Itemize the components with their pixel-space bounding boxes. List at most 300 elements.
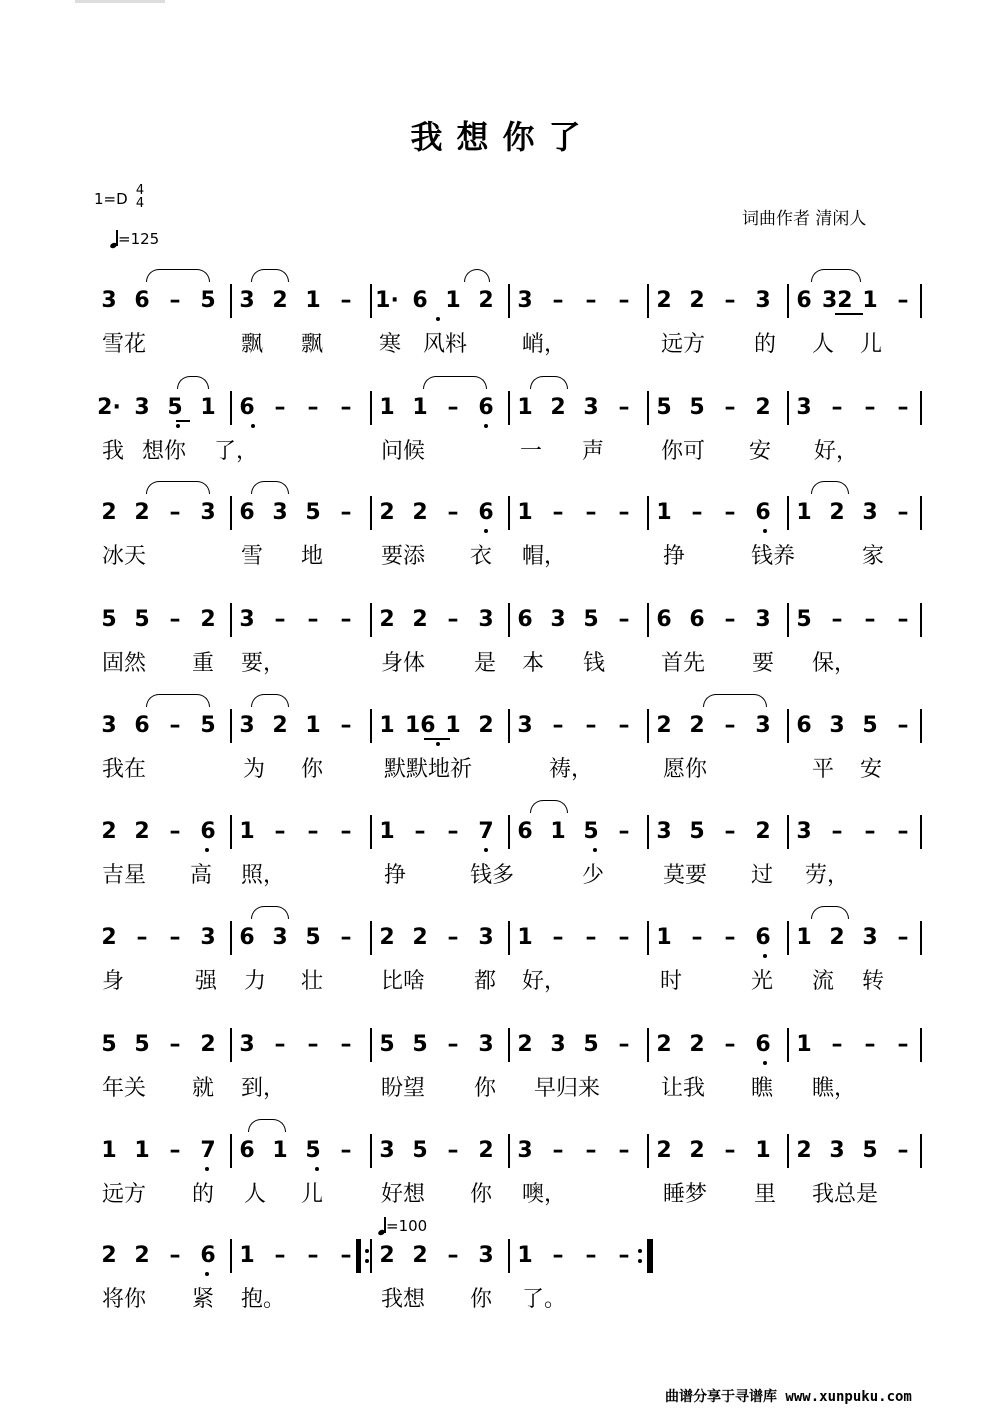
lyric-word: 盼望 [381,1076,426,1101]
lyric-word: 峭， [522,332,567,357]
slur-mark [530,376,568,389]
lyric-word: 飘 [241,332,264,357]
barline [920,815,922,849]
note: 1 [796,925,812,950]
barline [230,391,232,425]
note: 2 [379,500,395,525]
note: – [618,1032,630,1057]
lyric-word: 人 [244,1182,267,1207]
barline [787,921,789,955]
lyric-word: 让我 [661,1076,706,1101]
note: – [340,607,352,632]
note: – [552,713,564,738]
note: 5 [412,1138,428,1163]
low-octave-dot [436,317,440,321]
barline [787,1028,789,1062]
notation-line [0,923,1005,953]
repeat-end-barline [648,1239,653,1273]
note: 1 [656,500,672,525]
barline [508,1134,510,1168]
note: 5 [305,925,321,950]
note: – [274,819,286,844]
note: – [307,1032,319,1057]
lyric-word: 紧 [192,1287,215,1312]
note: – [618,1138,630,1163]
note: 6 [796,713,812,738]
note: 6 [134,288,150,313]
lyric-word: 钱 [583,651,606,676]
note: – [897,1138,909,1163]
author-credit: 词曲作者 清闲人 [742,209,867,229]
slur-mark [248,1119,286,1132]
barline [647,391,649,425]
note: 2 [272,713,288,738]
footer-watermark: 曲谱分享于寻谱库 www.xunpuku.com [665,1389,912,1405]
note: 3 [200,925,216,950]
note: 6 [134,713,150,738]
note: – [618,607,630,632]
lyric-word: 冰天 [102,544,147,569]
lyric-word: 吉星 [102,863,147,888]
note: – [897,925,909,950]
tempo-marking [110,230,159,248]
notation-line [0,498,1005,528]
note: – [169,607,181,632]
lyric-word: 到， [241,1076,286,1101]
lyric-word: 的 [192,1182,215,1207]
slur-mark [146,269,210,282]
note: 3 [478,1032,494,1057]
note: 2 [101,819,117,844]
lyric-word: 挣 [384,863,407,888]
note: 7 [200,1138,216,1163]
low-octave-dot [763,1061,767,1065]
note: 5 [101,607,117,632]
note: 5 [583,1032,599,1057]
barline [647,709,649,743]
note: 6 [239,395,255,420]
note: – [864,607,876,632]
note: 1 [796,500,812,525]
barline [230,496,232,530]
note: – [864,819,876,844]
note: – [724,1138,736,1163]
note: – [618,288,630,313]
note: 3 [239,288,255,313]
note: 6 [239,925,255,950]
note: 6 [755,500,771,525]
barline [647,284,649,318]
barline [370,1239,372,1273]
note: 6 [517,819,533,844]
barline [920,496,922,530]
note: – [618,500,630,525]
lyric-word: 默默地祈 [384,757,473,782]
note: – [618,925,630,950]
note: 3 [517,1138,533,1163]
barline [920,1028,922,1062]
note: 3 [517,713,533,738]
lyric-word: 都 [474,969,497,994]
lyric-word: 你 [470,1287,493,1312]
song-title: 我想你了 [410,118,595,156]
lyric-word: 安 [749,439,772,464]
barline [920,603,922,637]
lyric-word: 睡梦 [663,1182,708,1207]
note: 1· [375,288,399,313]
note: 6 [200,819,216,844]
notation-line [0,711,1005,741]
eighth-underline [424,738,450,740]
note: 1 [445,713,461,738]
low-octave-dot [484,529,488,533]
note: 5 [379,1032,395,1057]
note: 1 [305,288,321,313]
slur-mark [251,906,289,919]
note: – [552,925,564,950]
note: 7 [478,819,494,844]
lyric-word: 保， [812,651,857,676]
barline [230,709,232,743]
note: – [340,1032,352,1057]
note: – [340,819,352,844]
barline [647,1134,649,1168]
lyric-word: 平 [812,757,835,782]
note: 6 [689,607,705,632]
note: 2 [517,1032,533,1057]
note: – [447,819,459,844]
lyric-word: 雪 [241,544,264,569]
note: – [447,1243,459,1268]
lyric-word: 钱养 [751,544,796,569]
time-signature [134,184,146,210]
note: – [585,925,597,950]
note: – [724,925,736,950]
note: 2 [689,1032,705,1057]
note: 2 [478,713,494,738]
note: 2 [200,1032,216,1057]
lyric-word: 少 [582,863,605,888]
lyric-word: 强 [195,969,218,994]
note: – [724,1032,736,1057]
barline [787,391,789,425]
note: 5 [305,500,321,525]
note: 1 [272,1138,288,1163]
note: – [864,395,876,420]
note: – [724,395,736,420]
lyric-word: 我总是 [812,1182,879,1207]
barline [647,603,649,637]
barline [230,1134,232,1168]
note: 2 [689,713,705,738]
lyric-word: 人 [812,332,835,357]
note: 2 [101,1243,117,1268]
note: 2 [412,925,428,950]
lyric-word: 我在 [102,757,147,782]
lyric-word: 身 [102,969,125,994]
note: 5 [200,288,216,313]
barline [508,1239,510,1273]
lyric-word: 本 [522,651,545,676]
lyric-line [0,861,1005,891]
note: – [447,1138,459,1163]
note: 3 [478,925,494,950]
note: 3 [796,819,812,844]
note: – [585,1243,597,1268]
note: – [897,395,909,420]
lyric-word: 劳， [805,863,850,888]
note: 3 [583,395,599,420]
note: 5 [689,395,705,420]
lyric-word: 年关 [102,1076,147,1101]
note: 32 [822,288,853,313]
note: 2 [656,713,672,738]
barline [508,603,510,637]
lyric-word: 声 [582,439,605,464]
note: – [447,607,459,632]
lyric-word: 我 [102,439,125,464]
note: 2 [796,1138,812,1163]
barline [787,284,789,318]
slur-mark [251,269,289,282]
note: 6 [755,925,771,950]
note: 3 [101,288,117,313]
barline [647,496,649,530]
lyric-word: 身体 [381,651,426,676]
note: 2 [379,1243,395,1268]
note: 5 [656,395,672,420]
note: 3 [200,500,216,525]
note: 3 [101,713,117,738]
note: 3 [239,607,255,632]
lyric-word: 我想 [381,1287,426,1312]
barline [370,815,372,849]
note: 1 [379,819,395,844]
barline [787,603,789,637]
lyric-word: 莫要 [663,863,708,888]
note: – [307,819,319,844]
note: 5 [583,819,599,844]
barline [508,815,510,849]
notation-line [0,286,1005,316]
slur-mark [530,800,568,813]
note: 5 [134,607,150,632]
key-signature [94,183,145,211]
barline [920,921,922,955]
barline [370,603,372,637]
lyric-word: 愿你 [663,757,708,782]
lyric-word: 过 [751,863,774,888]
note: 5 [101,1032,117,1057]
tempo-label: =125 [118,230,160,248]
note: 3 [796,395,812,420]
note: 2 [656,1032,672,1057]
repeat-dots [365,1244,369,1268]
note: – [724,607,736,632]
note: 3 [755,607,771,632]
barline [647,1028,649,1062]
note: 2 [478,288,494,313]
note: – [897,500,909,525]
note: – [169,1032,181,1057]
note: – [724,713,736,738]
note: 6 [412,288,428,313]
note: – [447,925,459,950]
note: 6 [239,500,255,525]
slur-mark [251,481,289,494]
quarter-note-icon [110,230,118,248]
lyric-word: 里 [754,1182,777,1207]
note: 2 [550,395,566,420]
note: 5 [167,395,183,420]
lyric-word: 飘 [301,332,324,357]
lyric-word: 早归来 [534,1076,601,1101]
barline [920,709,922,743]
note: – [447,395,459,420]
eighth-underline [176,420,190,422]
note: 1 [656,925,672,950]
slur-mark [177,376,209,389]
lyric-word: 儿 [860,332,883,357]
note: – [340,288,352,313]
slur-mark [811,906,849,919]
note: – [724,819,736,844]
note: 1 [517,925,533,950]
note: – [618,819,630,844]
lyric-word: 想你 [142,439,187,464]
tempo-change-label: =100 [386,1217,428,1235]
lyric-line [0,1285,1005,1315]
slur-mark [423,376,487,389]
barline [787,709,789,743]
barline [508,391,510,425]
note: 2· [97,395,121,420]
slur-mark [811,269,861,282]
lyric-word: 寒 [379,332,402,357]
note: 2 [656,1138,672,1163]
barline [647,921,649,955]
note: – [136,925,148,950]
lyric-word: 要添 [381,544,426,569]
note: 3 [239,713,255,738]
notation-line [0,1136,1005,1166]
note: 6 [796,288,812,313]
note: – [552,1138,564,1163]
lyric-word: 了， [214,439,259,464]
notation-line [0,817,1005,847]
note: 2 [412,1243,428,1268]
note: 6 [517,607,533,632]
lyric-line [0,1180,1005,1210]
note: – [169,925,181,950]
lyric-line [0,542,1005,572]
barline [370,496,372,530]
note: 2 [101,500,117,525]
barline [508,284,510,318]
barline [230,284,232,318]
note: – [552,500,564,525]
barline [508,921,510,955]
note: – [831,1032,843,1057]
slur-mark [251,694,289,707]
note: 3 [755,288,771,313]
note: 1 [517,1243,533,1268]
note: 1 [445,288,461,313]
note: – [897,713,909,738]
lyric-word: 照， [241,863,286,888]
barline [230,603,232,637]
note: 5 [412,1032,428,1057]
lyric-word: 好想 [381,1182,426,1207]
note: 16 [405,713,436,738]
note: 3 [379,1138,395,1163]
lyric-word: 是 [474,651,497,676]
lyric-word: 地 [301,544,324,569]
lyric-line [0,649,1005,679]
barline [370,1134,372,1168]
note: – [274,395,286,420]
lyric-word: 问候 [381,439,426,464]
note: 2 [134,819,150,844]
note: 2 [272,288,288,313]
lyric-word: 远方 [661,332,706,357]
lyric-line [0,330,1005,360]
note: – [831,395,843,420]
note: 2 [134,500,150,525]
note: – [618,713,630,738]
lyric-word: 固然 [102,651,147,676]
note: 2 [689,1138,705,1163]
note: 1 [379,713,395,738]
barline [920,1134,922,1168]
note: – [340,1138,352,1163]
lyric-line [0,437,1005,467]
lyric-word: 了。 [522,1287,567,1312]
note: 2 [829,925,845,950]
lyric-word: 抱。 [241,1287,286,1312]
lyric-word: 雪花 [102,332,147,357]
low-octave-dot [205,1272,209,1276]
slur-mark [464,269,490,282]
repeat-dots [638,1244,642,1268]
barline [230,1028,232,1062]
note: – [724,288,736,313]
barline [370,391,372,425]
note: 3 [862,500,878,525]
lyric-word: 首先 [661,651,706,676]
note: – [831,819,843,844]
note: – [169,288,181,313]
note: – [169,713,181,738]
lyric-word: 高 [190,863,213,888]
time-top: 4 [135,183,145,198]
note: – [724,500,736,525]
note: 3 [478,1243,494,1268]
note: – [307,1243,319,1268]
barline [370,1028,372,1062]
low-octave-dot [763,529,767,533]
note: – [340,925,352,950]
note: 2 [412,607,428,632]
note: – [307,395,319,420]
lyric-word: 你 [474,1076,497,1101]
eighth-underline [835,313,863,315]
note: 1 [239,819,255,844]
low-octave-dot [436,742,440,746]
low-octave-dot [176,424,180,428]
barline [230,921,232,955]
lyric-word: 时 [660,969,683,994]
